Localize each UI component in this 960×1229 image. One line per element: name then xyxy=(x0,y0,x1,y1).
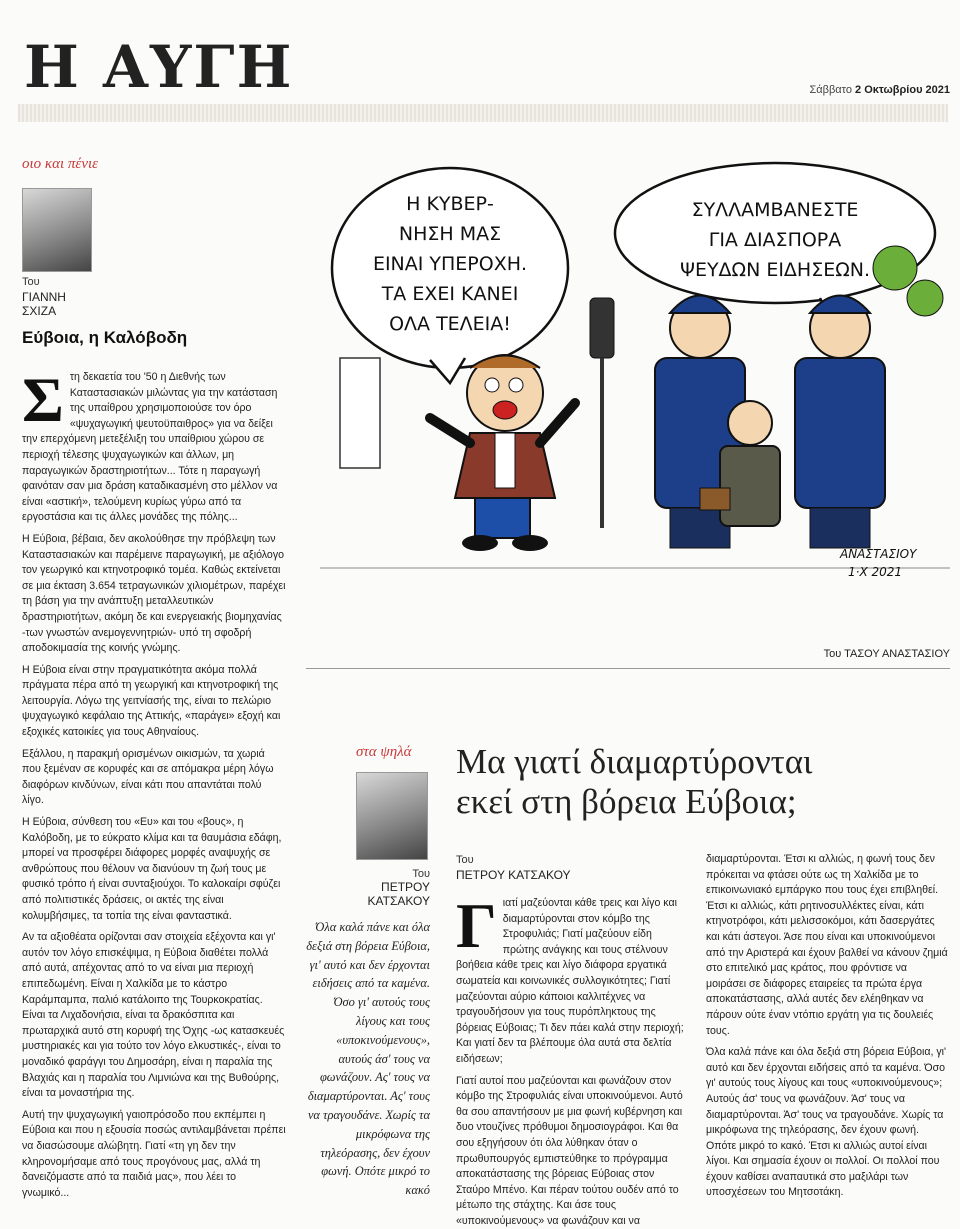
left-byline-prefix: Του xyxy=(22,276,40,288)
left-paragraph: Η Εύβοια είναι στην πραγματικότητα ακόμα πολλά πράγματα πέρα από τη γεωργική και κτηνοτροφική της λειτουργία. Λόγω της γειτνίασής της, είναι το πελώριο ψυχαγωγικό κεφάλαιο της Αττικής, «παράγει» εξοχή και εξοχικές κατοικίες για τους Αθηναίους. xyxy=(22,663,281,739)
bubble-left-line: ΝΗΣΗ ΜΑΣ xyxy=(398,223,502,245)
cartoon-drawing xyxy=(320,148,950,648)
right-paragraph: Γιατί αυτοί που μαζεύονται και φωνάζουν στον κόμβο της Στροφυλιάς είναι υποκινούμενοι. Αυτό θα σου απαντήσουν με μια φωνή κυβέρνηση και δυο ντουζίνες πρόθυμοι δημοσιογράφοι. Και θα σου εξηγήσουν ότι όλα λύθηκαν όταν ο πρωθυπουργός εμπιστεύθηκε το πρόγραμμα αποκατάστασης της βόρειας Εύβοιας στον Σταύρο Μπένο. Και πέραν τούτου ουδέν από το μέτωπο της στάχτης. Και άσε τους «υποκινούμενους» να φωνάζουν και να xyxy=(456,1074,683,1227)
right-article-col1 xyxy=(456,890,688,1227)
bubble-left-line: ΤΑ ΕΧΕΙ ΚΑΝΕΙ xyxy=(381,283,519,305)
cartoon-signature-line: 1·Χ 2021 xyxy=(848,565,903,579)
right-section-label: στα ψηλά xyxy=(356,744,412,760)
right-author-last: ΚΑΤΣΑΚΟΥ xyxy=(367,894,430,908)
right-byline-prefix: Του xyxy=(412,868,430,880)
left-section-label: οιο και πένιε xyxy=(22,156,99,172)
issue-date xyxy=(809,84,950,96)
bubble-left-line: Η ΚΥΒΕΡ- xyxy=(406,193,494,215)
right-paragraph: Όλα καλά πάνε και όλα δεξιά στη βόρεια Εύβοια, γι' αυτό και δεν έρχονται ειδήσεις από τα καμένα. Όσο γι' αυτούς τους λίγους και τους «υποκινούμενους»; Αυτούς άσ' τους να φωνάζουν. Άσ' τους να διαμαρτύρονται. Άσ' τους να τραγουδάνε. Χωρίς τα μικρόφωνα της τηλεόρασης, δεν έχουν φωνή. Οπότε μικρό το κακό. Έτσι κι αλλιώς αυτοί είναι λίγοι. Και σημασία έχουν οι πολλοί. Οι πολλοί που έχουν καθίσει αναπαυτικά στο μαξιλάρι των υποσχέσεων του Μητσοτάκη. xyxy=(706,1046,947,1199)
cartoon-signature-line: ΑΝΑΣΤΑΣΙΟΥ xyxy=(840,547,917,561)
bubble-right-line: ΣΥΛΛΑΜΒΑΝΕΣΤΕ xyxy=(691,199,859,221)
date-rest: 2 Οκτωβρίου 2021 xyxy=(855,84,950,96)
pull-quote: Όλα καλά πάνε και όλα δεξιά στη βόρεια Εύβοια, γι' αυτό και δεν έρχονται ειδήσεις από τα καμένα. Όσο γι' αυτούς τους λίγους και τους «υποκινούμενους», αυτούς άσ' τους να φωνάζουν. Ας' τους να διαμαρτύρονται. Ας' τους να τραγουδάνε. Χωρίς τα μικρόφωνα της τηλεόρασης, δεν έχουν φωνή. Οπότε μικρό το κακό xyxy=(306,920,430,1198)
newspaper-masthead: Η ΑΥΓΗ xyxy=(24,33,294,101)
masthead-band xyxy=(18,104,948,122)
citizen-figure xyxy=(430,355,575,551)
bubble-left-line: ΕΙΝΑΙ ΥΠΕΡΟΧΗ. xyxy=(372,253,528,275)
editorial-cartoon xyxy=(320,148,950,648)
police-officers xyxy=(655,296,885,549)
right-paragraph: Γιατί μαζεύονται κάθε τρεις και λίγο και διαμαρτύρονται στον κόμβο της Στροφυλιάς; Γιατί μαζεύουν είδη πρώτης ανάγκης και τους στέλνουν βοήθεια κάθε τρεις και λίγο διάφορα εργατικά σωματεία και κοινωνικές συλλογικότητες; Γιατί μαζεύονται αύριο κάποιοι καλλιτέχνες να τραγουδήσουν για τους πυρόπληκτους της βόρειας Εύβοιας; Τι δεν πάει καλά στην περιοχή; Και γιατί δεν τα βλέπουμε όλα αυτά στα δελτία ειδήσεων; xyxy=(456,890,684,1065)
section-divider xyxy=(306,668,950,669)
bubble-left-line: ΟΛΑ ΤΕΛΕΙΑ! xyxy=(389,313,511,335)
cartoon-credit-name: ΤΑΣΟΥ ΑΝΑΣΤΑΣΙΟΥ xyxy=(844,648,950,660)
right-author-first: ΠΕΤΡΟΥ xyxy=(381,880,430,894)
right-byline2-name: ΠΕΤΡΟΥ ΚΑΤΣΑΚΟΥ xyxy=(456,868,571,882)
bubble-right-line: ΓΙΑ ΔΙΑΣΠΟΡΑ xyxy=(708,229,842,251)
left-paragraph: Αν τα αξιοθέατα ορίζονται σαν στοιχεία εξέχοντα και γι' αυτόν τον λόγο επισκέψιμα, η Εύβοια διαθέτει πολλά από αυτά, απέχοντας από το να είναι μια περιοχή επιπεδωμένη. Είναι η Χαλκίδα με το κάστρο Καράμπαμπα, παλιό κατάλοιπο της Τουρκοκρατίας. Είναι τα Λιχαδονήσια, είναι τα δρακόσπιτα και πρωταρχικά αυτό στη κορυφή της Όχης -ως κατασκευές μυστηριακές και για τούτο τον λόγο ελκυστικές-, είναι το μοναδικό φαράγγι του Δημοσάρη, είναι η παραλία της Βλαχιάς και η παραλία του Λιμνιώνα και της Βυθούρης, είναι τα μοναστήρια της. xyxy=(22,931,285,1100)
right-article-col2 xyxy=(706,852,950,1199)
cartoon-credit xyxy=(824,648,950,660)
author-photo-katsakou xyxy=(356,772,428,860)
left-paragraph: Η Εύβοια, σύνθεση του «Ευ» και του «βους», η Καλόβοδη, με το εύκρατο κλίμα και τα θαυμάσια εδάφη, μπορεί να προσφέρει διάφορες μορφές αναψυχής σε ανθρώπους που θέλουν να διανύουν τη ζωή τους με φυσικό τρόπο ή είναι συνταξιούχοι. Το καλοκαίρι σφύζει από πολιτιστικές δράσεις, οι ακτές της είναι κολυμβήσιμες, τα τοπία της είναι φανταστικά. xyxy=(22,816,282,922)
cartoon-credit-prefix: Του xyxy=(823,648,842,660)
left-article-body xyxy=(22,364,286,1200)
left-author-last: ΣΧΙΖΑ xyxy=(22,304,57,318)
author-photo-schiza xyxy=(22,188,92,272)
left-dropcap: Σ xyxy=(22,364,64,435)
left-paragraph: Αυτή την ψυχαγωγική γαιοπρόσοδο που εκπέμπει η Εύβοια και που η εξουσία ποσώς αντιλαμβάνεται πρέπει να διασώσουμε αλώβητη. Γιατί «τη γη δεν την κληρονομήσαμε από τους προγόνους μας, αλλά τη δανειζόμαστε από τα παιδιά μας», που λέει το γνωμικό... xyxy=(22,1108,286,1199)
left-paragraph: Στη δεκαετία του '50 η Διεθνής των Καταστασιακών μιλώντας για την κατάσταση της υπαίθρου χρησιμοποιούσε τον όρο «ψυχαγωγική ψευτοϋπαιθρος» για να δείξει την επερχόμενη μετεξέλιξη του υπαίθριου χώρου σε περιοχή τέλεσης ψυχαγωγικών και άλλων, μη παραγωγικών δραστηριοτήτων... Τότε η παραγωγή φαινόταν σαν μια δράση καταδικασμένη στο μέλλον να είναι «αστική», τελούμενη κυρίως γύρω από τα εργοστάσια και τις άλλες μονάδες της πόλης... xyxy=(22,364,278,524)
left-article-title: Εύβοια, η Καλόβοδη xyxy=(22,328,188,347)
right-dropcap: Γ xyxy=(456,890,497,961)
left-author-first: ΓΙΑΝΝΗ xyxy=(22,290,66,304)
left-paragraph: Εξάλλου, η παρακμή ορισμένων οικισμών, τα χωριά που ξεμέναν σε κορυφές και σε απόμακρα μέρη λόγω διαφόρων κινδύνων, είναι κάτι που απαντάται πολύ λίγο. xyxy=(22,747,274,807)
bubble-right-line: ΨΕΥΔΩΝ ΕΙΔΗΣΕΩΝ. xyxy=(679,259,871,281)
right-byline2-prefix: Του xyxy=(456,854,474,866)
right-article-title: Μα γιατί διαμαρτύρονται εκεί στη βόρεια Εύβοια; xyxy=(456,742,813,821)
date-day: Σάββατο xyxy=(809,84,852,96)
right-paragraph: διαμαρτύρονται. Έτσι κι αλλιώς, η φωνή τους δεν πρόκειται να φτάσει ούτε ως τη Χαλκίδα με το επικοινωνιακό εμπάργκο που τους έχει επιβληθεί. Έτσι κι αλλιώς, κάτι ρητινοσυλλέκτες είναι, κάτι κτηνοτρόφοι, κάτι μελισσοκόμοι, κάτι δασεργάτες και κάτι άστεγοι. Άσε που είναι και υποκινούμενοι από την Αριστερά και έχουν βαλθεί να κάνουν ζημιά στο επιτελικό μας κράτος, που φρόντισε να μοιράσει σε διάφορες εταιρείες τα πρώτα έργα αποκατάστασης, αλλά αυτές δεν ελέηθηκαν να πάρουν ούτε έναν ντόπιο εργάτη για τις δουλειές τους. xyxy=(706,853,948,1037)
left-paragraph: Η Εύβοια, βέβαια, δεν ακολούθησε την πρόβλεψη των Καταστασιακών και παρέμεινε παραγωγική, με αξιόλογο τον γεωργικό και κτηνοτροφικό τομέα. Καθώς εκτείνεται σε μια έκταση 3.654 τετραγωνικών χιλιομέτρων, παρέχει τη βάση για την ανάπτυξη μεταλλευτικών δραστηριοτήτων, ακόμη δε και ενεργειακής βιομηχανίας -των γνωστών ανεμογεννητριών- υπό τη σφοδρή αποδοκιμασία της κοινής γνώμης. xyxy=(22,532,286,655)
